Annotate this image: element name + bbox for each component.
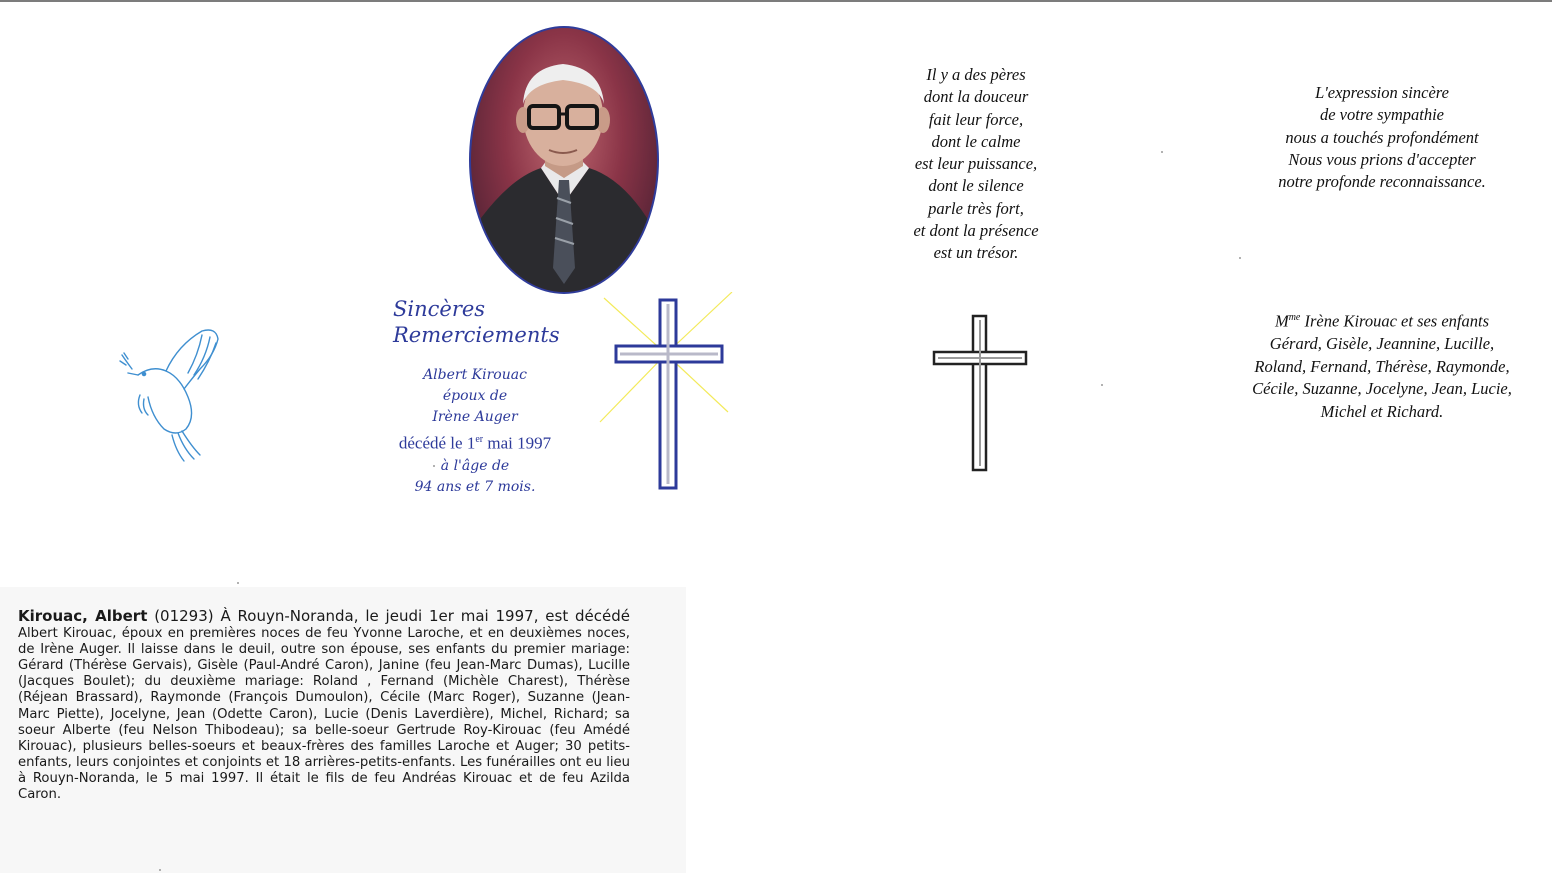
age-line-2: 94 ans et 7 mois. <box>414 478 536 495</box>
cross-icon <box>930 312 1030 474</box>
family-line-1 <box>1232 307 1532 333</box>
death-date-prefix: décédé le 1 <box>398 433 476 453</box>
family-prefix: M <box>1274 311 1289 331</box>
poem-line: parle très fort, <box>928 198 1024 218</box>
deceased-name: Albert Kirouac <box>423 367 527 383</box>
family-prefix-sup: me <box>1288 312 1301 323</box>
spouse-line-2: Irène Auger <box>432 409 518 425</box>
title-line-1: Sincères <box>393 297 486 321</box>
deceased-details <box>390 365 560 498</box>
thanks-line: L'expression sincère <box>1315 83 1449 102</box>
obituary-text <box>18 608 630 803</box>
thanks-line: notre profonde reconnaissance. <box>1278 172 1486 192</box>
death-date <box>390 428 560 456</box>
thanks-line: de votre sympathie <box>1319 105 1445 125</box>
poem-line: Il y a des pères <box>926 65 1026 84</box>
family-line-1-rest: Irène Kirouac et ses enfants <box>1300 311 1490 331</box>
portrait-illustration <box>471 28 657 292</box>
obituary-name: Kirouac, Albert <box>18 607 148 625</box>
poem-line: dont le silence <box>928 176 1024 196</box>
death-date-sup: er <box>475 434 484 445</box>
poem-line: est un trésor. <box>933 243 1019 263</box>
thanks-line: nous a touchés profondément <box>1285 127 1479 147</box>
poem-line: fait leur force, <box>928 109 1024 129</box>
radiant-cross-icon <box>598 292 734 492</box>
thanks-message <box>1232 82 1532 193</box>
obituary-number: (01293) À Rouyn-Noranda, le jeudi 1er mai 1997, est décédé <box>147 607 631 625</box>
top-border-line <box>0 0 1552 2</box>
family-line: Cécile, Suzanne, Jocelyne, Jean, Lucie, <box>1252 379 1512 398</box>
poem-line: dont la douceur <box>923 87 1029 107</box>
age-line-1: à l'âge de <box>440 457 510 474</box>
family-line: Michel et Richard. <box>1320 401 1444 421</box>
family-line: Gérard, Gisèle, Jeannine, Lucille, <box>1269 334 1495 353</box>
portrait-photo <box>469 26 659 294</box>
dove-with-olive-branch-icon <box>118 325 226 463</box>
spouse-line-1: époux de <box>442 388 508 404</box>
title-line-2: Remerciements <box>393 323 560 347</box>
card-title <box>393 296 593 348</box>
poem <box>862 64 1090 265</box>
poem-line: dont le calme <box>931 131 1021 151</box>
obituary-body: Albert Kirouac, époux en premières noces de feu Yvonne Laroche, et en deuxièmes noces, de Irène Auger. Il laisse dans le deuil, outre son épouse, ses enfants du premier mariage: Gérard (Thérèse Gervais), Gisèle (Paul-André Caron), Janine (feu Jean-Marc Dumas), Lucille (Jacques Boulet); du deuxième mariage: Roland , Fernand (Michèle Charest), Thérèse (Réjean Brassard), Raymonde (François Dumoulon), Cécile (Marc Roger), Suzanne (Jean-Marc Piette), Jocelyne, Jean (Odette Caron), Lucie (Denis Laverdière), Michel, Richard; sa soeur Alberte (feu Nelson Thibodeau); sa belle-soeur Gertrude Roy-Kirouac (feu Amédé Kirouac), plusieurs belles-soeurs et beaux-frères des familles Laroche et Auger; 30 petits-enfants, leurs conjointes et conjoints et 18 arrières-petits-enfants. Les funérailles ont eu lieu à Rouyn-Noranda, le 5 mai 1997. Il était le fils de feu Andréas Kirouac et de feu Azilda Caron. <box>18 626 630 803</box>
obituary-heading <box>18 607 630 625</box>
thanks-line: Nous vous prions d'accepter <box>1288 149 1476 169</box>
family-signature <box>1232 307 1532 423</box>
poem-line: et dont la présence <box>913 221 1039 241</box>
family-line: Roland, Fernand, Thérèse, Raymonde, <box>1254 356 1510 376</box>
poem-line: est leur puissance, <box>914 154 1038 174</box>
death-date-suffix: mai 1997 <box>483 433 552 453</box>
